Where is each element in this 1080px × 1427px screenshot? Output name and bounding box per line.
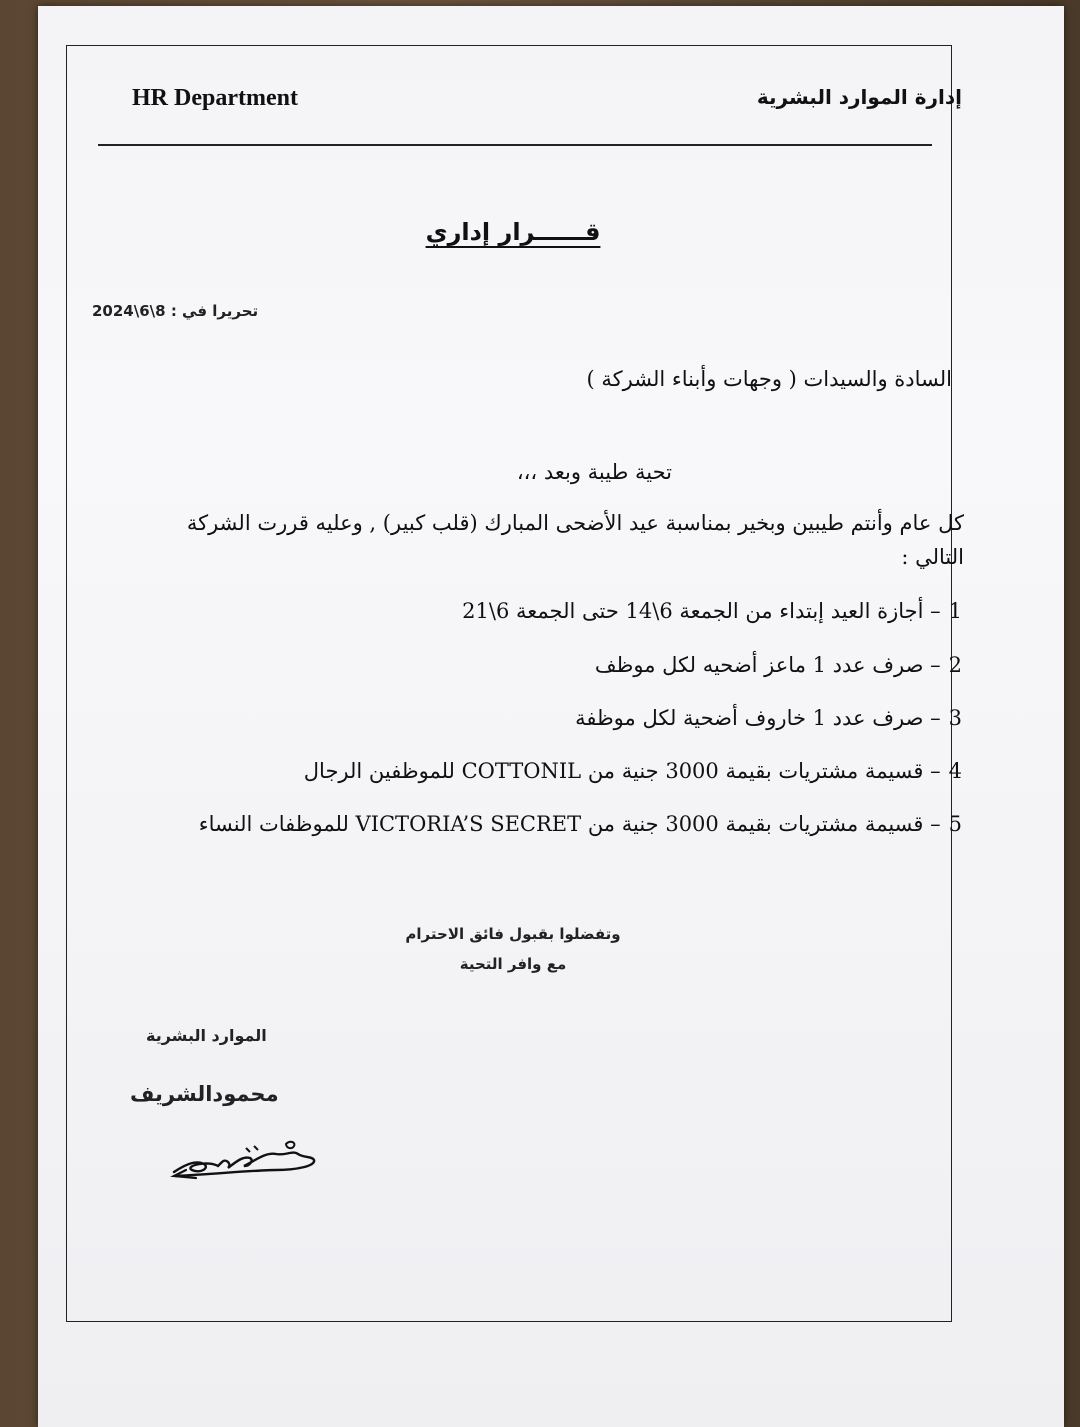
- list-item: [162, 648, 962, 682]
- closing-line-2: مع وافر التحية: [459, 955, 567, 973]
- handwritten-signature: [126, 1130, 326, 1190]
- signatory-name: محمودالشريف: [130, 1082, 279, 1106]
- list-item-number: 5: [948, 812, 962, 836]
- closing-line-1: وتفضلوا بقبول فائق الاحترام: [405, 925, 621, 943]
- list-item-text: – قسيمة مشتريات بقيمة 3000 جنية من COTTONIL للموظفين الرجال: [303, 759, 941, 783]
- list-item-number: 4: [948, 759, 962, 783]
- date-line: تحريرا في : 8\6\2024: [92, 302, 259, 320]
- list-item-number: 1: [948, 599, 962, 623]
- list-item-text: – صرف عدد 1 ماعز أضحيه لكل موظف: [594, 653, 941, 677]
- list-item: [162, 807, 962, 841]
- salutation: السادة والسيدات ( وجهات وأبناء الشركة ): [586, 367, 952, 391]
- header-english: HR Department: [132, 85, 298, 111]
- list-item-number: 3: [948, 706, 962, 730]
- list-item-number: 2: [948, 653, 962, 677]
- document-title-text: قــــــرار إداري: [425, 218, 601, 246]
- list-item-text: – قسيمة مشتريات بقيمة 3000 جنية من VICTORIA’S SECRET للموظفات النساء: [198, 812, 941, 836]
- signature-department: الموارد البشرية: [146, 1026, 267, 1045]
- header-arabic: إدارة الموارد البشرية: [756, 85, 962, 109]
- header-divider: [98, 144, 932, 146]
- intro-paragraph: كل عام وأنتم طيبين وبخير بمناسبة عيد الأضحى المبارك (قلب كبير) , وعليه قررت الشركة التالي :: [186, 511, 964, 569]
- list-item-text: – صرف عدد 1 خاروف أضحية لكل موظفة: [575, 706, 941, 730]
- document-title: [0, 218, 1026, 246]
- list-item: [162, 701, 962, 735]
- greeting: تحية طيبة وبعد ،،،: [516, 460, 672, 484]
- list-item: [162, 594, 962, 628]
- list-item-text: – أجازة العيد إبتداء من الجمعة 6\14 حتى الجمعة 6\21: [462, 599, 941, 623]
- list-item: [162, 754, 962, 788]
